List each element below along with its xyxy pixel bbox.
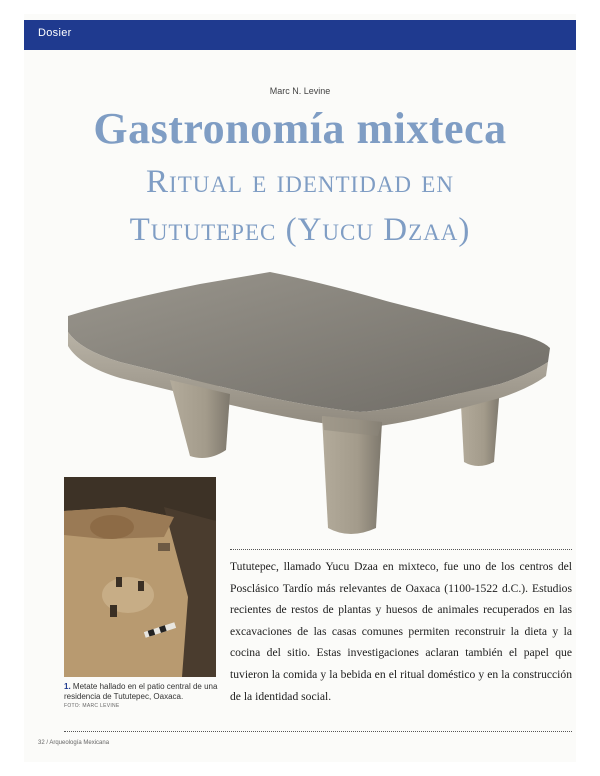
article-subtitle-line2: Tututepec (Yucu Dzaa) (129, 212, 471, 248)
figure-caption-text: Metate hallado en el patio central de una residencia de Tututepec, Oaxaca. (64, 682, 218, 701)
article-subtitle-line1: Ritual e identidad en (146, 164, 454, 200)
page-footer: 32 / Arqueología Mexicana (38, 740, 110, 746)
section-label: Dosier (38, 27, 72, 39)
magazine-page (24, 14, 576, 762)
article-title: Gastronomía mixteca (93, 104, 507, 153)
section-header-bar (24, 20, 576, 50)
article-lead: Tututepec, llamado Yucu Dzaa en mixteco, fue uno de los centros del Posclásico Tardío más relevantes de Oaxaca (1100-1522 d.C.). Estudios recientes de restos de plantas y huesos de animales recuperados en las excavaciones de las casas comunes permiten reconstruir la dieta y la cocina del sitio. Estas investigaciones aclaran también el papel que tuvieron la comida y la bebida en el ritual doméstico y en la construcción de la identidad social. (230, 560, 572, 703)
article-author: Marc N. Levine (269, 86, 331, 96)
excavation-photo (64, 477, 216, 677)
divider-bottom (64, 731, 572, 732)
figure-number: 1. (64, 682, 71, 691)
figure-caption (64, 682, 224, 702)
divider-top (230, 549, 572, 550)
photo-credit: FOTO: MARC LEVINE (64, 703, 120, 709)
